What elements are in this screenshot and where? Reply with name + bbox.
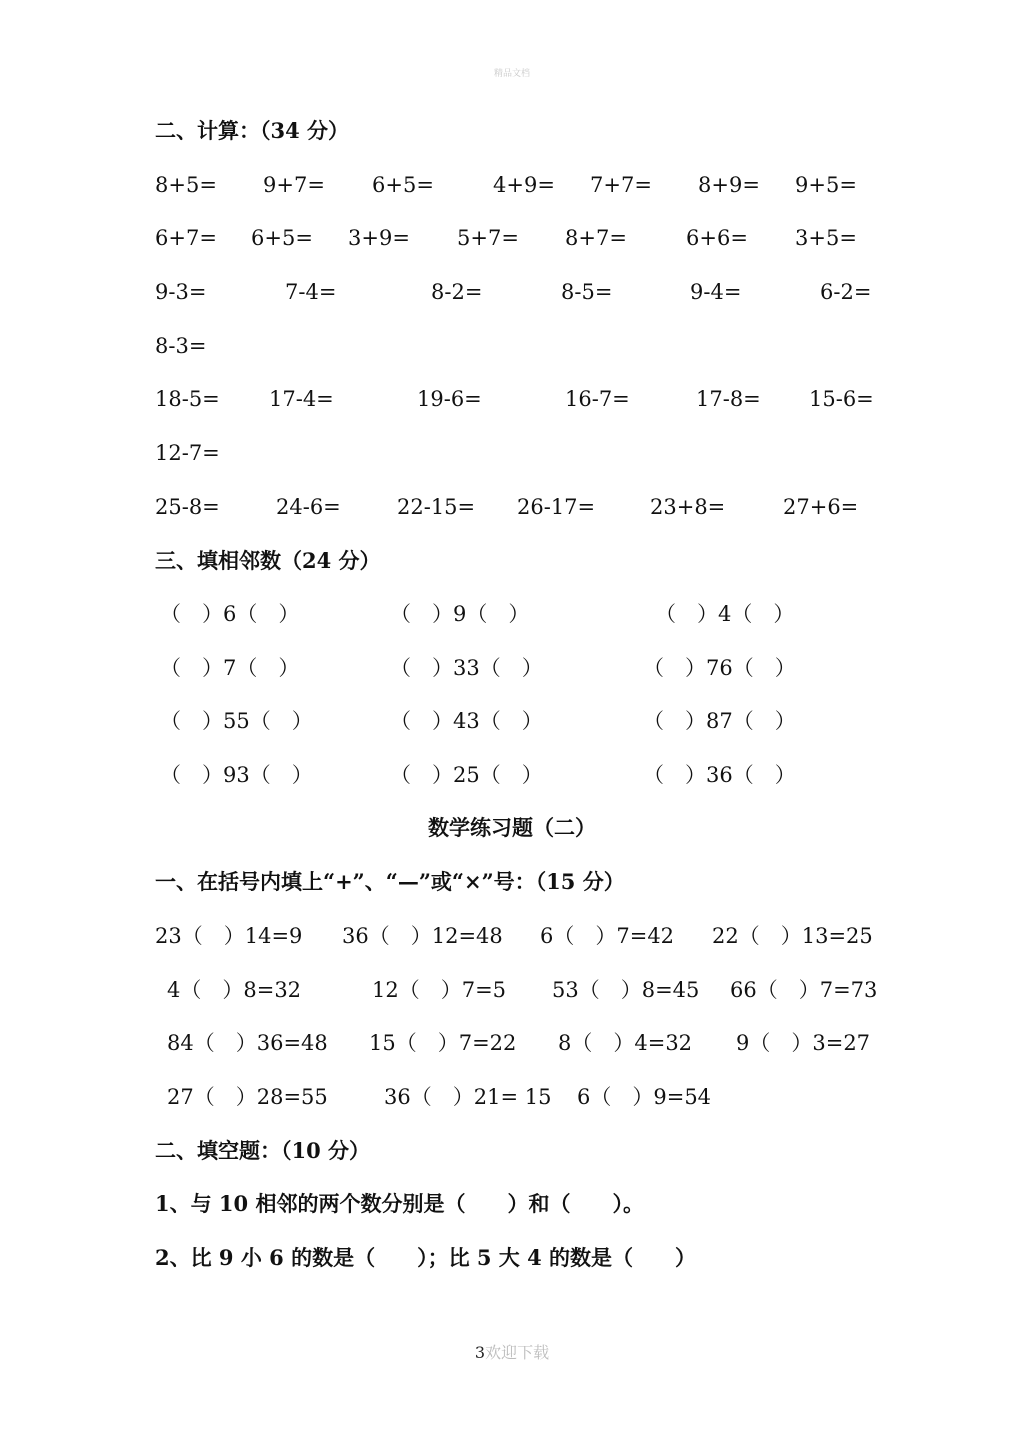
calc-problem: 25-8=: [155, 495, 220, 519]
section-ops-title-text: 一、在括号内填上“+”、“—”或“×”号：（15 分）: [155, 869, 625, 894]
calc-problem: 24-6=: [276, 495, 341, 519]
page-footer: [0, 1340, 1024, 1363]
fill-item: [0, 1243, 1024, 1273]
neighbor-row: [0, 599, 1024, 629]
calc-problem: 8+5=: [155, 173, 217, 197]
neighbor-item: （ ）4（ ）: [655, 602, 795, 626]
neighbor-item: （ ）43（ ）: [390, 709, 543, 733]
calc-problem: 22-15=: [397, 495, 476, 519]
section-ops-title: [0, 867, 1024, 897]
calc-row: [0, 384, 1024, 414]
ops-problem: 9（ ）3=27: [736, 1031, 871, 1055]
calc-problem: 6+5=: [251, 226, 313, 250]
calc-row: [0, 223, 1024, 253]
footer-watermark: 欢迎下载: [485, 1343, 550, 1362]
calc-problem: 27+6=: [783, 495, 859, 519]
header-watermark: 精品文档: [493, 69, 530, 79]
ops-problem: 4（ ）8=32: [167, 978, 302, 1002]
ops-problem: 6（ ）7=42: [540, 924, 675, 948]
calc-problem: 9+7=: [263, 173, 325, 197]
calc-problem: 5+7=: [457, 226, 519, 250]
calc-problem: 26-17=: [517, 495, 596, 519]
calc-problem: 7-4=: [285, 280, 337, 304]
ops-problem: 6（ ）9=54: [577, 1085, 712, 1109]
neighbor-item: （ ）36（ ）: [643, 763, 796, 787]
calc-problem: 16-7=: [565, 387, 630, 411]
calc-problem: 8+9=: [698, 173, 760, 197]
fill-item-text: 1、与 10 相邻的两个数分别是（ ）和（ ）。: [155, 1191, 644, 1216]
neighbor-item: （ ）25（ ）: [390, 763, 543, 787]
fill-item: [0, 1189, 1024, 1219]
neighbor-item: （ ）6（ ）: [160, 602, 300, 626]
ops-problem: 66（ ）7=73: [730, 978, 878, 1002]
calc-problem: 15-6=: [809, 387, 874, 411]
calc-problem: 8-3=: [155, 334, 207, 358]
calc-problem: 6-2=: [820, 280, 872, 304]
calc-row: [0, 438, 1024, 468]
neighbor-item: （ ）55（ ）: [160, 709, 313, 733]
section-fill-title-text: 二、填空题：（10 分）: [155, 1138, 371, 1163]
neighbor-row: [0, 706, 1024, 736]
calc-problem: 9+5=: [795, 173, 857, 197]
ops-problem: 36（ ）21= 15: [384, 1085, 552, 1109]
calc-problem: 3+5=: [795, 226, 857, 250]
calc-problem: 18-5=: [155, 387, 220, 411]
section-calc-title: [0, 116, 1024, 146]
fill-item-text: 2、比 9 小 6 的数是（ ）；比 5 大 4 的数是（ ）: [155, 1245, 697, 1270]
ops-row: [0, 921, 1024, 951]
calc-problem: 8+7=: [565, 226, 627, 250]
calc-problem: 19-6=: [417, 387, 482, 411]
calc-problem: 17-8=: [696, 387, 761, 411]
ops-row: [0, 1082, 1024, 1112]
calc-row: [0, 170, 1024, 200]
calc-row: [0, 331, 1024, 361]
page-number: 3: [474, 1343, 486, 1362]
calc-row: [0, 277, 1024, 307]
neighbor-item: （ ）7（ ）: [160, 656, 300, 680]
ops-problem: 8（ ）4=32: [558, 1031, 693, 1055]
neighbor-item: （ ）33（ ）: [390, 656, 543, 680]
calc-problem: 23+8=: [650, 495, 726, 519]
ops-problem: 27（ ）28=55: [167, 1085, 328, 1109]
calc-problem: 6+6=: [686, 226, 748, 250]
ops-problem: 84（ ）36=48: [167, 1031, 328, 1055]
calc-problem: 9-4=: [690, 280, 742, 304]
ops-problem: 53（ ）8=45: [552, 978, 700, 1002]
neighbor-row: [0, 653, 1024, 683]
neighbor-row: [0, 760, 1024, 790]
section-neighbors-title-text: 三、填相邻数（24 分）: [155, 548, 381, 573]
calc-problem: 3+9=: [348, 226, 410, 250]
ops-problem: 15（ ）7=22: [369, 1031, 517, 1055]
neighbor-item: （ ）9（ ）: [390, 602, 530, 626]
neighbor-item: （ ）93（ ）: [160, 763, 313, 787]
calc-problem: 12-7=: [155, 441, 220, 465]
calc-problem: 4+9=: [493, 173, 555, 197]
neighbor-item: （ ）87（ ）: [643, 709, 796, 733]
calc-problem: 17-4=: [269, 387, 334, 411]
calc-problem: 7+7=: [590, 173, 652, 197]
section-neighbors-title: [0, 546, 1024, 576]
ops-row: [0, 1028, 1024, 1058]
calc-problem: 8-2=: [431, 280, 483, 304]
calc-problem: 6+5=: [372, 173, 434, 197]
ops-problem: 22（ ）13=25: [712, 924, 873, 948]
ops-problem: 36（ ）12=48: [342, 924, 503, 948]
ops-row: [0, 975, 1024, 1005]
ops-problem: 23（ ）14=9: [155, 924, 303, 948]
calc-problem: 8-5=: [561, 280, 613, 304]
calc-problem: 6+7=: [155, 226, 217, 250]
ops-problem: 12（ ）7=5: [372, 978, 507, 1002]
exercise-title: 数学练习题（二）: [428, 815, 596, 840]
calc-problem: 9-3=: [155, 280, 207, 304]
calc-row: [0, 492, 1024, 522]
section-calc-title-text: 二、计算：（34 分）: [155, 118, 350, 143]
neighbor-item: （ ）76（ ）: [643, 656, 796, 680]
section-fill-title: [0, 1136, 1024, 1166]
